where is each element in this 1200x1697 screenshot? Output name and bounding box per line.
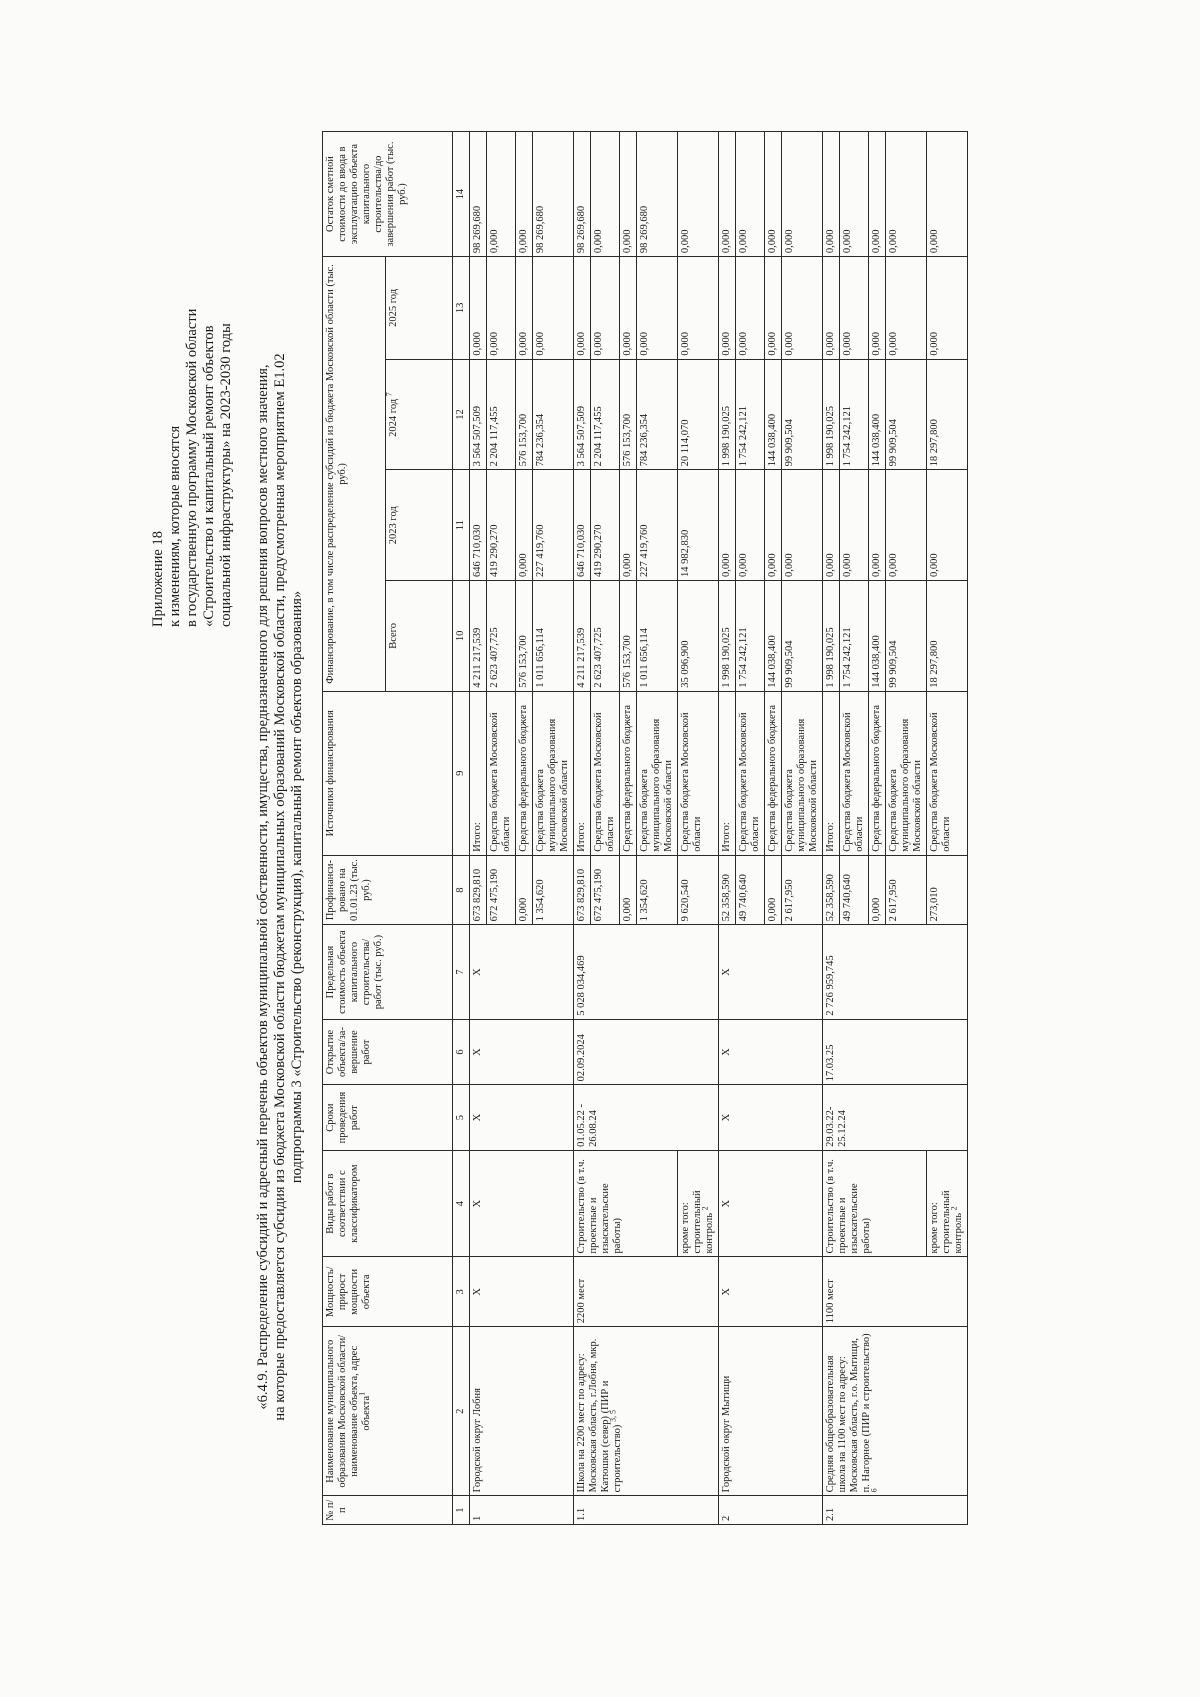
prefinanced-cell: 672 475,190 — [487, 855, 516, 925]
total-cell: 18 297,800 — [927, 581, 968, 692]
column-number: 6 — [453, 1019, 470, 1085]
source-cell: Средства бюджета Московской области — [840, 691, 869, 855]
year-2023-cell: 0,000 — [823, 470, 840, 581]
source-cell: Средства бюджета Московской области — [927, 691, 968, 855]
source-cell: Средства бюджета Московской области — [678, 691, 719, 855]
source-cell: Средства бюджета муниципального образования Московской области — [637, 691, 678, 855]
remainder-cell: 0,000 — [516, 132, 533, 257]
header-cell: Мощность/ прирост мощности объекта — [323, 1257, 453, 1327]
year-2023-cell: 0,000 — [736, 470, 765, 581]
year-2025-cell: 0,000 — [487, 257, 516, 360]
year-2024-cell: 144 038,400 — [869, 359, 886, 470]
year-2023-cell: 14 982,830 — [678, 470, 719, 581]
object-name-cell: Городской округ Мытищи — [719, 1327, 823, 1496]
year-2023-cell: 227 419,760 — [533, 470, 574, 581]
prefinanced-cell: 49 740,640 — [840, 855, 869, 925]
total-cell: 576 153,700 — [516, 581, 533, 692]
terms-cell: X — [470, 1085, 574, 1151]
work-type-cell: X — [470, 1150, 574, 1257]
total-cell: 144 038,400 — [869, 581, 886, 692]
work-type-cell: Строительство (в т.ч. проектные и изыскательские работы) — [823, 1150, 927, 1257]
year-2023-cell: 646 710,030 — [574, 470, 591, 581]
column-number: 3 — [453, 1257, 470, 1327]
table-body — [453, 132, 968, 1525]
year-2024-cell: 144 038,400 — [765, 359, 782, 470]
remainder-cell: 0,000 — [620, 132, 637, 257]
header-row — [323, 132, 386, 1525]
prefinanced-cell: 1 354,620 — [533, 855, 574, 925]
title-line: подпрограммы 3 «Строительство (реконструкция), капитальный ремонт объектов образования» — [289, 590, 305, 1184]
header-cell: Всего — [386, 581, 453, 692]
power-cell: 2200 мест — [574, 1257, 719, 1327]
remainder-cell: 0,000 — [927, 132, 968, 257]
prefinanced-cell: 0,000 — [765, 855, 782, 925]
header-cell: Источники финансирования — [323, 691, 453, 855]
remainder-cell: 0,000 — [765, 132, 782, 257]
year-2023-cell: 227 419,760 — [637, 470, 678, 581]
year-2023-cell: 0,000 — [765, 470, 782, 581]
header-cell: 2025 год — [386, 257, 453, 360]
object-name-cell: Городской округ Лобня — [470, 1327, 574, 1496]
source-cell: Средства бюджета Московской области — [487, 691, 516, 855]
source-cell: Итого: — [470, 691, 487, 855]
column-number-row — [453, 132, 470, 1525]
year-2025-cell: 0,000 — [927, 257, 968, 360]
header-cell: Открытие объекта/за-вершение работ — [323, 1019, 453, 1085]
prefinanced-cell: 2 617,950 — [886, 855, 927, 925]
year-2025-cell: 0,000 — [591, 257, 620, 360]
work-type-cell: Строительство (в т.ч. проектные и изыскательские работы) — [574, 1150, 678, 1257]
year-2025-cell: 0,000 — [470, 257, 487, 360]
limit-cost-cell: 5 028 034,469 — [574, 925, 719, 1019]
table-row — [574, 132, 591, 1525]
column-number: 12 — [453, 359, 470, 470]
prefinanced-cell: 673 829,810 — [470, 855, 487, 925]
year-2024-cell: 784 236,354 — [637, 359, 678, 470]
table-row — [470, 132, 487, 1525]
year-2024-cell: 3 564 507,509 — [574, 359, 591, 470]
object-name-cell: Средняя общеобразовательная школа на 1100 мест по адресу: Московская область, г.о. Мытищи, п. Нагорное (ПИР и строительство) $^6$ — [823, 1327, 968, 1496]
year-2024-cell: 99 909,504 — [782, 359, 823, 470]
prefinanced-cell: 1 354,620 — [637, 855, 678, 925]
prefinanced-cell: 672 475,190 — [591, 855, 620, 925]
column-number: 4 — [453, 1150, 470, 1257]
year-2025-cell: 0,000 — [637, 257, 678, 360]
total-cell: 1 998 190,025 — [719, 581, 736, 692]
year-2023-cell: 419 290,270 — [487, 470, 516, 581]
document-title — [255, 197, 306, 1577]
year-2023-cell: 0,000 — [516, 470, 533, 581]
title-line: «6.4.9. Распределение субсидий и адресный перечень объектов муниципальной собственности, имущества, предназначенного для решения вопросов местного значения, — [255, 364, 271, 1410]
source-cell: Средства федерального бюджета — [620, 691, 637, 855]
source-cell: Средства бюджета муниципального образования Московской области — [533, 691, 574, 855]
source-cell: Средства бюджета муниципального образования Московской области — [782, 691, 823, 855]
construction-control-cell: кроме того: строительный контроль $^2$ — [678, 1150, 719, 1257]
column-number: 14 — [453, 132, 470, 257]
year-2024-cell: 1 754 242,121 — [736, 359, 765, 470]
object-name-cell: Школа на 2200 мест по адресу: Московская область, г.Лобня, мкр. Катюшки (север) (ПИР и строительство) $^{3, 5}$ — [574, 1327, 719, 1496]
total-cell: 4 211 217,539 — [470, 581, 487, 692]
year-2025-cell: 0,000 — [869, 257, 886, 360]
year-2025-cell: 0,000 — [840, 257, 869, 360]
year-2024-cell: 20 114,070 — [678, 359, 719, 470]
appendix-line: в государственную программу Московской области — [184, 308, 200, 627]
work-type-cell: X — [719, 1150, 823, 1257]
year-2024-cell: 1 754 242,121 — [840, 359, 869, 470]
total-cell: 99 909,504 — [886, 581, 927, 692]
appendix-line: «Строительство и капитальный ремонт объектов — [201, 325, 217, 627]
subsidy-table — [322, 131, 968, 1525]
column-number: 9 — [453, 691, 470, 855]
terms-cell: X — [719, 1085, 823, 1151]
year-2024-cell: 3 564 507,509 — [470, 359, 487, 470]
year-2024-cell: 784 236,354 — [533, 359, 574, 470]
limit-cost-cell: X — [470, 925, 574, 1019]
terms-cell: 29.03.22-25.12.24 — [823, 1085, 968, 1151]
open-date-cell: X — [470, 1019, 574, 1085]
prefinanced-cell: 0,000 — [516, 855, 533, 925]
remainder-cell: 0,000 — [736, 132, 765, 257]
year-2023-cell: 0,000 — [782, 470, 823, 581]
source-cell: Средства федерального бюджета — [869, 691, 886, 855]
prefinanced-cell: 673 829,810 — [574, 855, 591, 925]
header-cell: 2023 год — [386, 470, 453, 581]
remainder-cell: 0,000 — [782, 132, 823, 257]
table-row — [823, 132, 840, 1525]
column-number: 5 — [453, 1085, 470, 1151]
header-cell: Сроки проведения работ — [323, 1085, 453, 1151]
year-2025-cell: 0,000 — [886, 257, 927, 360]
open-date-cell: 17.03.25 — [823, 1019, 968, 1085]
open-date-cell: 02.09.2024 — [574, 1019, 719, 1085]
open-date-cell: X — [719, 1019, 823, 1085]
remainder-cell: 98 269,680 — [533, 132, 574, 257]
remainder-cell: 0,000 — [823, 132, 840, 257]
prefinanced-cell: 0,000 — [869, 855, 886, 925]
prefinanced-cell: 9 620,540 — [678, 855, 719, 925]
total-cell: 1 754 242,121 — [736, 581, 765, 692]
power-cell: 1100 мест — [823, 1257, 968, 1327]
total-cell: 576 153,700 — [620, 581, 637, 692]
year-2025-cell: 0,000 — [719, 257, 736, 360]
prefinanced-cell: 0,000 — [620, 855, 637, 925]
total-cell: 2 623 407,725 — [487, 581, 516, 692]
power-cell: X — [470, 1257, 574, 1327]
column-number: 8 — [453, 855, 470, 925]
header-cell: Финансирование, в том числе распределение субсидий из бюджета Московской области (тыс. руб.) — [323, 257, 386, 692]
header-cell: № п/п — [323, 1496, 453, 1525]
source-cell: Средства федерального бюджета — [516, 691, 533, 855]
column-number: 1 — [453, 1496, 470, 1525]
prefinanced-cell: 2 617,950 — [782, 855, 823, 925]
total-cell: 1 998 190,025 — [823, 581, 840, 692]
year-2023-cell: 0,000 — [620, 470, 637, 581]
year-2024-cell: 1 998 190,025 — [719, 359, 736, 470]
year-2025-cell: 0,000 — [782, 257, 823, 360]
source-cell: Средства федерального бюджета — [765, 691, 782, 855]
remainder-cell: 0,000 — [869, 132, 886, 257]
year-2025-cell: 0,000 — [533, 257, 574, 360]
source-cell: Итого: — [719, 691, 736, 855]
construction-control-cell: кроме того: строительный контроль $^2$ — [927, 1150, 968, 1257]
year-2023-cell: 0,000 — [927, 470, 968, 581]
terms-cell: 01.05.22 - 26.08.24 — [574, 1085, 719, 1151]
remainder-cell: 98 269,680 — [574, 132, 591, 257]
appendix-line: Приложение 18 — [150, 531, 166, 627]
total-cell: 1 011 656,114 — [533, 581, 574, 692]
year-2023-cell: 0,000 — [886, 470, 927, 581]
year-2025-cell: 0,000 — [620, 257, 637, 360]
source-cell: Итого: — [823, 691, 840, 855]
year-2024-cell: 576 153,700 — [620, 359, 637, 470]
remainder-cell: 0,000 — [678, 132, 719, 257]
remainder-cell: 0,000 — [886, 132, 927, 257]
header-cell: 2024 год $^7$ — [386, 359, 453, 470]
source-cell: Средства бюджета Московской области — [736, 691, 765, 855]
year-2023-cell: 0,000 — [719, 470, 736, 581]
total-cell: 144 038,400 — [765, 581, 782, 692]
year-2023-cell: 419 290,270 — [591, 470, 620, 581]
year-2024-cell: 99 909,504 — [886, 359, 927, 470]
remainder-cell: 0,000 — [487, 132, 516, 257]
remainder-cell: 98 269,680 — [637, 132, 678, 257]
total-cell: 99 909,504 — [782, 581, 823, 692]
source-cell: Средства бюджета Московской области — [591, 691, 620, 855]
total-cell: 35 096,900 — [678, 581, 719, 692]
column-number: 10 — [453, 581, 470, 692]
column-number: 7 — [453, 925, 470, 1019]
column-number: 2 — [453, 1327, 470, 1496]
row-number-cell: 1 — [470, 1496, 574, 1525]
header-cell: Виды работ в соответствии с классификатором — [323, 1150, 453, 1257]
total-cell: 2 623 407,725 — [591, 581, 620, 692]
year-2025-cell: 0,000 — [736, 257, 765, 360]
year-2023-cell: 0,000 — [869, 470, 886, 581]
power-cell: X — [719, 1257, 823, 1327]
remainder-cell: 0,000 — [840, 132, 869, 257]
prefinanced-cell: 52 358,590 — [823, 855, 840, 925]
header-cell: Профинанси-ровано на 01.01.23 (тыс. руб.) — [323, 855, 453, 925]
column-number: 11 — [453, 470, 470, 581]
year-2025-cell: 0,000 — [516, 257, 533, 360]
appendix-header — [150, 107, 235, 627]
header-cell: Предельная стоимость объекта капитального строительства/ работ (тыс. руб.) — [323, 925, 453, 1019]
row-number-cell: 2.1 — [823, 1496, 968, 1525]
table-row — [719, 132, 736, 1525]
limit-cost-cell: 2 726 959,745 — [823, 925, 968, 1019]
prefinanced-cell: 49 740,640 — [736, 855, 765, 925]
source-cell: Средства бюджета муниципального образования Московской области — [886, 691, 927, 855]
year-2025-cell: 0,000 — [765, 257, 782, 360]
appendix-line: социальной инфраструктуры» на 2023-2030 годы — [218, 323, 234, 627]
year-2025-cell: 0,000 — [574, 257, 591, 360]
year-2023-cell: 0,000 — [840, 470, 869, 581]
year-2025-cell: 0,000 — [823, 257, 840, 360]
year-2024-cell: 2 204 117,455 — [591, 359, 620, 470]
header-cell: Наименование муниципального образования Московской области/ наименование объекта, адрес объекта$^1$ — [323, 1327, 453, 1496]
total-cell: 1 754 242,121 — [840, 581, 869, 692]
total-cell: 1 011 656,114 — [637, 581, 678, 692]
year-2024-cell: 2 204 117,455 — [487, 359, 516, 470]
row-number-cell: 2 — [719, 1496, 823, 1525]
prefinanced-cell: 52 358,590 — [719, 855, 736, 925]
year-2025-cell: 0,000 — [678, 257, 719, 360]
prefinanced-cell: 273,010 — [927, 855, 968, 925]
total-cell: 4 211 217,539 — [574, 581, 591, 692]
remainder-cell: 98 269,680 — [470, 132, 487, 257]
year-2023-cell: 646 710,030 — [470, 470, 487, 581]
remainder-cell: 0,000 — [719, 132, 736, 257]
column-number: 13 — [453, 257, 470, 360]
title-line: на которые предоставляется субсидия из бюджета Московской области бюджетам муниципальных образований Московской области, предусмотренная мероприятием Е1.02 — [272, 353, 288, 1421]
year-2024-cell: 18 297,800 — [927, 359, 968, 470]
year-2024-cell: 1 998 190,025 — [823, 359, 840, 470]
header-cell: Остаток сметной стоимости до ввода в эксплуатацию объекта капитального строительства/до завершения работ (тыс. руб.) — [323, 132, 453, 257]
remainder-cell: 0,000 — [591, 132, 620, 257]
limit-cost-cell: X — [719, 925, 823, 1019]
source-cell: Итого: — [574, 691, 591, 855]
appendix-line: к изменениям, которые вносятся — [167, 425, 183, 627]
year-2024-cell: 576 153,700 — [516, 359, 533, 470]
row-number-cell: 1.1 — [574, 1496, 719, 1525]
